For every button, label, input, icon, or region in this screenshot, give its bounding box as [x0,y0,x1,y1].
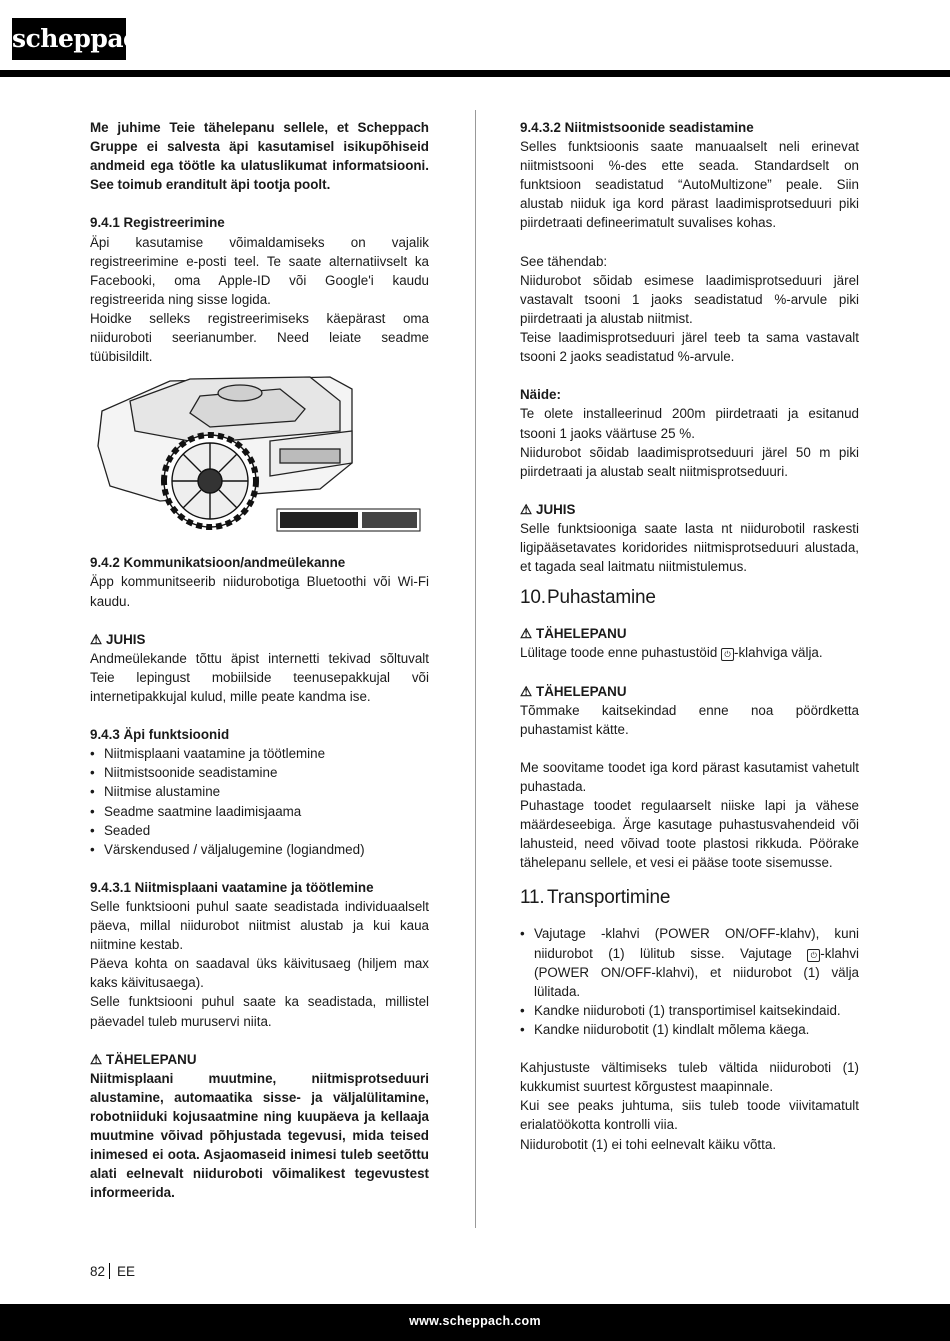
section-9-4-3-2-text-3: Niidurobot sõidab esimese laadimisprotseduuri järel vastavalt tsooni 1 jaoks seadistatud %-arvule piki piirdetraati ja alustab niitmist. [520,272,859,326]
section-9-4-3-2-text: Selles funktsioonis saate manuaalselt neli erinevat niitmistsooni %-des ette seada. Standardselt on funktsioon seadistatud “AutoMultizone” peale. Siin alustab niiduk iga kord pärast laadimisprotseduuri piki piirdetraati defineerimatult suvalises kohas. [520,139,859,231]
note-text: Andmeülekande tõttu äpist internetti tekivad sõltuvalt Teie lepingust mobiilside teenusepakkujal või internetipakkujal kulud, mille peate kandma ise. [90,650,429,704]
robot-mower-illustration [90,371,429,536]
warning-triangle-icon: ⚠ [520,683,533,699]
section-9-4-1-title: 9.4.1 Registreerimine [90,215,225,231]
note-label: JUHIS [536,501,576,517]
power-button-icon: ⏻ [721,648,734,661]
examples-label: Näide: [520,387,561,403]
list-item: • Kandke niiduroboti (1) transportimisel kaitsekindaid. [520,1001,859,1020]
cleaning-text-2: Puhastage toodet regulaarselt niiske lapi ja vähese määrdeseebiga. Ärge kasutage puhastusvahendeid või lahusteid, need võivad toote plastosi rikkuda. Pöörake tähelepanu sellele, et vesi ei pääse toote sisemusse. [520,798,859,871]
column-divider [475,110,476,1228]
right-column [520,118,859,1154]
warning-text: Tõmmake kaitsekindad enne noa pöördketta puhastamist kätte. [520,702,859,737]
page-number-value: 82 [90,1264,106,1279]
transport-text-3: Niidurobotit (1) ei tohi eelnevalt käiku võtta. [520,1136,777,1152]
scheppach-logo: scheppach [12,18,126,60]
list-item: • Niitmise alustamine [90,782,429,801]
section-9-4-3-1-title: 9.4.3.1 Niitmisplaani vaatamine ja töötlemine [90,879,374,895]
heading-number: 11. [520,887,545,909]
list-item: • Seaded [90,821,429,840]
footer-bar [0,1304,950,1341]
heading-number: 10. [520,587,546,609]
examples-text-2: Niidurobot sõidab laadimisprotseduuri järel 50 m piki piirdetraati ja alustab sealt niitmisprotseduuri. [520,444,859,479]
heading-title: Transportimine [547,887,671,909]
list-item [520,924,859,1000]
list-item: • Seadme saatmine laadimisjaama [90,802,429,821]
warning-triangle-icon: ⚠ [520,626,533,642]
section-9-4-3-1-text-2: Päeva kohta on saadaval üks käivitusaeg (hiljem max kaks käivitusaega). [90,956,429,991]
section-9-4-3-2-title: 9.4.3.2 Niitmistsoonide seadistamine [520,120,754,135]
section-9-4-2-text: Äpp kommunitseerib niidurobotiga Bluetoothi või Wi-Fi kaudu. [90,574,429,609]
section-9-4-1-text: Äpi kasutamise võimaldamiseks on vajalik registreerimine e-posti teel. Te saate alternatiivselt ka Facebooki, oma Apple-ID või Google'i kaudu registreerida ning sisse logida. [90,234,429,307]
section-9-4-1-text-2: Hoidke selleks registreerimiseks käepärast oma niiduroboti seerianumber. Need leiate seadme tüübisildilt. [90,310,429,365]
examples-text: Te olete installeerinud 200m piirdetraati ja esitanud tsooni 1 jaoks väärtuse 25 %. [520,406,859,441]
warning-label: TÄHELEPANU [536,626,627,642]
transport-list [520,924,859,1039]
cleaning-text: Me soovitame toodet iga kord pärast kasutamist vahetult puhastada. [520,759,859,794]
heading-title: Puhastamine [547,587,656,609]
transport-text-2: Kui see peaks juhtuma, siis tuleb toode viivitamatult erialatöökotta kontrolli viia. [520,1098,859,1133]
language-code: EE [117,1264,136,1279]
warning-text-part: Lülitage toode enne puhastustöid [520,645,722,661]
app-functions-list [90,744,429,859]
warning-label: TÄHELEPANU [536,683,627,699]
warning-triangle-icon: ⚠ [520,501,533,517]
warning-label: TÄHELEPANU [106,1051,197,1067]
note-text: Selle funktsiooniga saate lasta nt niidurobotil raskesti ligipääsetavates koridorides niitmisprotseduuri alustada, et tagada seal laitmatu niitmistulemus. [520,520,859,575]
transport-text: Kahjustuste vältimiseks tuleb vältida niiduroboti (1) kukkumist suurtest kõrgustest maapinnale. [520,1060,859,1095]
heading-11 [520,886,859,910]
intro-paragraph: Me juhime Teie tähelepanu sellele, et Scheppach Gruppe ei salvesta äpi kasutamisel isikupõhiseid andmeid ega töötle ka ulatuslikumat informatsiooni. See toimub eranditult äpi tootja poolt. [90,120,429,193]
heading-10 [520,586,859,610]
section-9-4-3-title: 9.4.3 Äpi funktsioonid [90,727,230,743]
section-9-4-3-2-text-2: See tähendab: [520,253,608,269]
left-column [90,118,429,1203]
warning-text-part: -klahviga välja. [734,645,823,661]
list-item: • Värskendused / väljalugemine (logiandmed) [90,840,429,859]
list-item-text: Vajutage -klahvi (POWER ON/OFF-klahv), kuni niidurobot (1) lülitub sisse. Vajutage [534,926,859,961]
section-9-4-3-2-text-4: Teise laadimisprotseduuri järel teeb ta sama vastavalt tsooni 2 jaoks seadistatud %-arvule. [520,330,859,365]
warning-triangle-icon: ⚠ [90,631,103,647]
note-label: JUHIS [106,631,146,647]
page-number [90,1263,135,1279]
section-9-4-3-1-text-3: Selle funktsiooni puhul saate ka seadistada, millistel päevadel tuleb muruservi niita. [90,994,429,1029]
footer-url[interactable]: www.scheppach.com [409,1314,541,1328]
list-item: • Niitmisplaani vaatamine ja töötlemine [90,744,429,763]
power-button-icon: ⏻ [807,949,820,962]
list-item-text: -klahvi (POWER ON/OFF-klahvi), et niidurobot (1) välja lülitada. [534,945,859,999]
section-9-4-2-title: 9.4.2 Kommunikatsioon/andmeülekanne [90,555,346,571]
warning-triangle-icon: ⚠ [90,1051,103,1067]
warning-text [520,643,859,662]
warning-text: Niitmisplaani muutmine, niitmisprotseduuri alustamine, automaatika sisse- ja väljalülitamine, robotniiduki kojusaatmine ning kuupäeva ja kellaaja muutmine võivad põhjustada tegevusi, mida teised inimesed ei oota. Asjaomaseid inimesi tuleb seetõttu alati eelnevalt niiduroboti võimalikest tegevustest informeerida. [90,1070,429,1201]
list-item: • Niitmistsoonide seadistamine [90,763,429,782]
section-9-4-3-1-text: Selle funktsiooni puhul saate seadistada individuaalselt päeva, millal niidurobot niitmist alustab ja kui kaua niitmine kestab. [90,899,429,953]
header-bar [0,70,950,77]
list-item: • Kandke niidurobotit (1) kindlalt mõlema käega. [520,1020,859,1039]
